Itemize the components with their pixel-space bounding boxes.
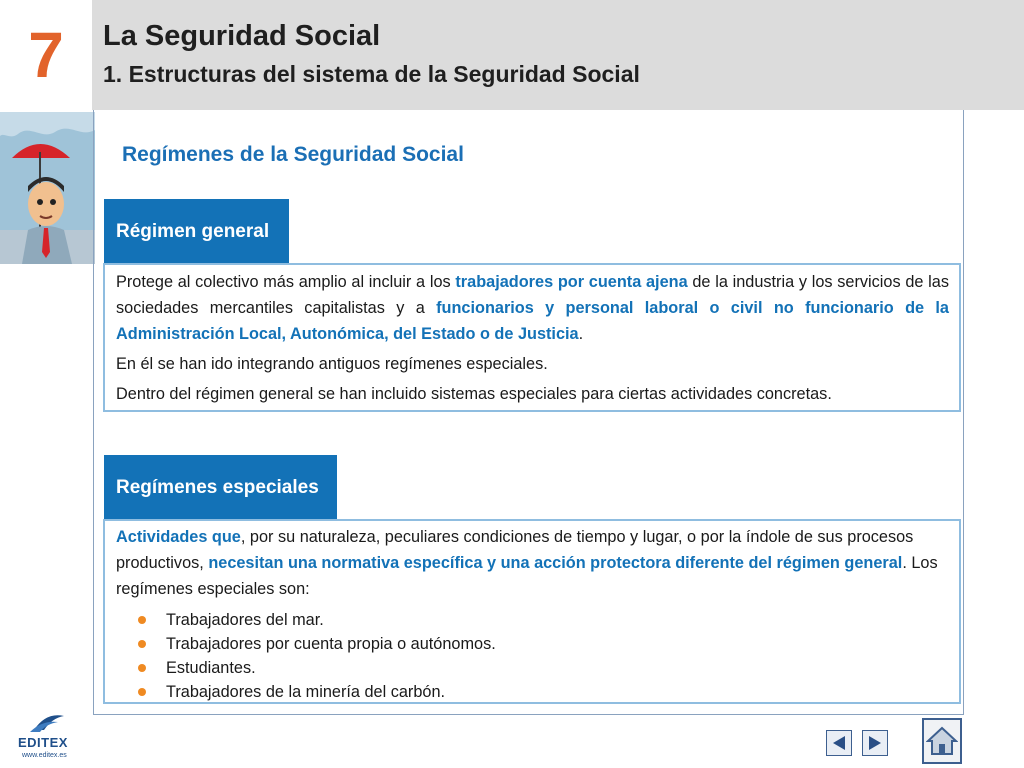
regimen-general-paragraph-3: Dentro del régimen general se han incluido sistemas especiales para ciertas actividades concretas. xyxy=(116,385,832,403)
list-item-text: Estudiantes. xyxy=(166,659,256,677)
bullet-icon xyxy=(138,688,146,696)
home-icon xyxy=(926,725,958,757)
bullet-icon xyxy=(138,664,146,672)
triangle-left-icon xyxy=(830,734,848,752)
logo-text: EDITEX xyxy=(18,735,68,750)
list-item xyxy=(138,632,949,656)
regimenes-especiales-box xyxy=(103,519,961,704)
list-item xyxy=(138,656,949,680)
triangle-right-icon xyxy=(866,734,884,752)
regimenes-especiales-paragraph xyxy=(116,524,949,602)
highlight-trabajadores-cuenta-ajena: trabajadores por cuenta ajena xyxy=(455,273,688,291)
highlight-normativa-especifica: necesitan una normativa específica y una acción protectora diferente del régimen general xyxy=(208,554,903,572)
bullet-icon xyxy=(138,640,146,648)
list-item-text: Trabajadores por cuenta propia o autónomos. xyxy=(166,635,496,653)
list-item-text: Trabajadores del mar. xyxy=(166,611,324,629)
tab-regimen-general xyxy=(104,199,289,265)
slide-header xyxy=(92,0,1024,110)
regimen-general-box xyxy=(103,263,961,412)
logo-url: www.editex.es xyxy=(22,752,67,759)
tab-regimen-general-label: Régimen general xyxy=(116,221,270,242)
chapter-badge xyxy=(0,0,92,110)
text-run: . Los regímenes especiales son: xyxy=(116,554,938,598)
page-subtitle: 1. Estructuras del sistema de la Seguridad Social xyxy=(103,61,640,87)
previous-slide-button[interactable] xyxy=(826,730,852,756)
page-title: La Seguridad Social xyxy=(103,20,381,52)
text-run: . xyxy=(578,325,584,343)
text-run: , por su naturaleza, peculiares condiciones de tiempo y lugar, o por la índole de sus procesos productivos, xyxy=(116,528,914,572)
next-slide-button[interactable] xyxy=(862,730,888,756)
regimen-general-paragraph-1 xyxy=(116,269,949,347)
section-heading: Regímenes de la Seguridad Social xyxy=(122,143,464,166)
tab-regimenes-especiales xyxy=(104,455,337,521)
tab-regimenes-especiales-label: Regímenes especiales xyxy=(116,477,319,498)
regimenes-especiales-list xyxy=(138,608,949,704)
chapter-number: 7 xyxy=(28,19,64,91)
list-item-text: Trabajadores de la minería del carbón. xyxy=(166,683,446,701)
text-run: de la industria y los servicios de las sociedades mercantiles capitalistas y a xyxy=(116,273,949,317)
highlight-actividades-que: Actividades que xyxy=(116,528,241,546)
umbrella-man-illustration xyxy=(0,112,95,264)
home-button[interactable] xyxy=(922,718,962,764)
text-run: Protege al colectivo más amplio al incluir a los xyxy=(116,273,456,291)
bullet-icon xyxy=(138,616,146,624)
list-item xyxy=(138,608,949,632)
highlight-funcionarios: funcionarios y personal laboral o civil no funcionario de la Administración Local, Autonómica, del Estado o de Justicia xyxy=(116,299,949,343)
regimen-general-paragraph-2: En él se han ido integrando antiguos regímenes especiales. xyxy=(116,355,548,373)
list-item xyxy=(138,680,949,704)
